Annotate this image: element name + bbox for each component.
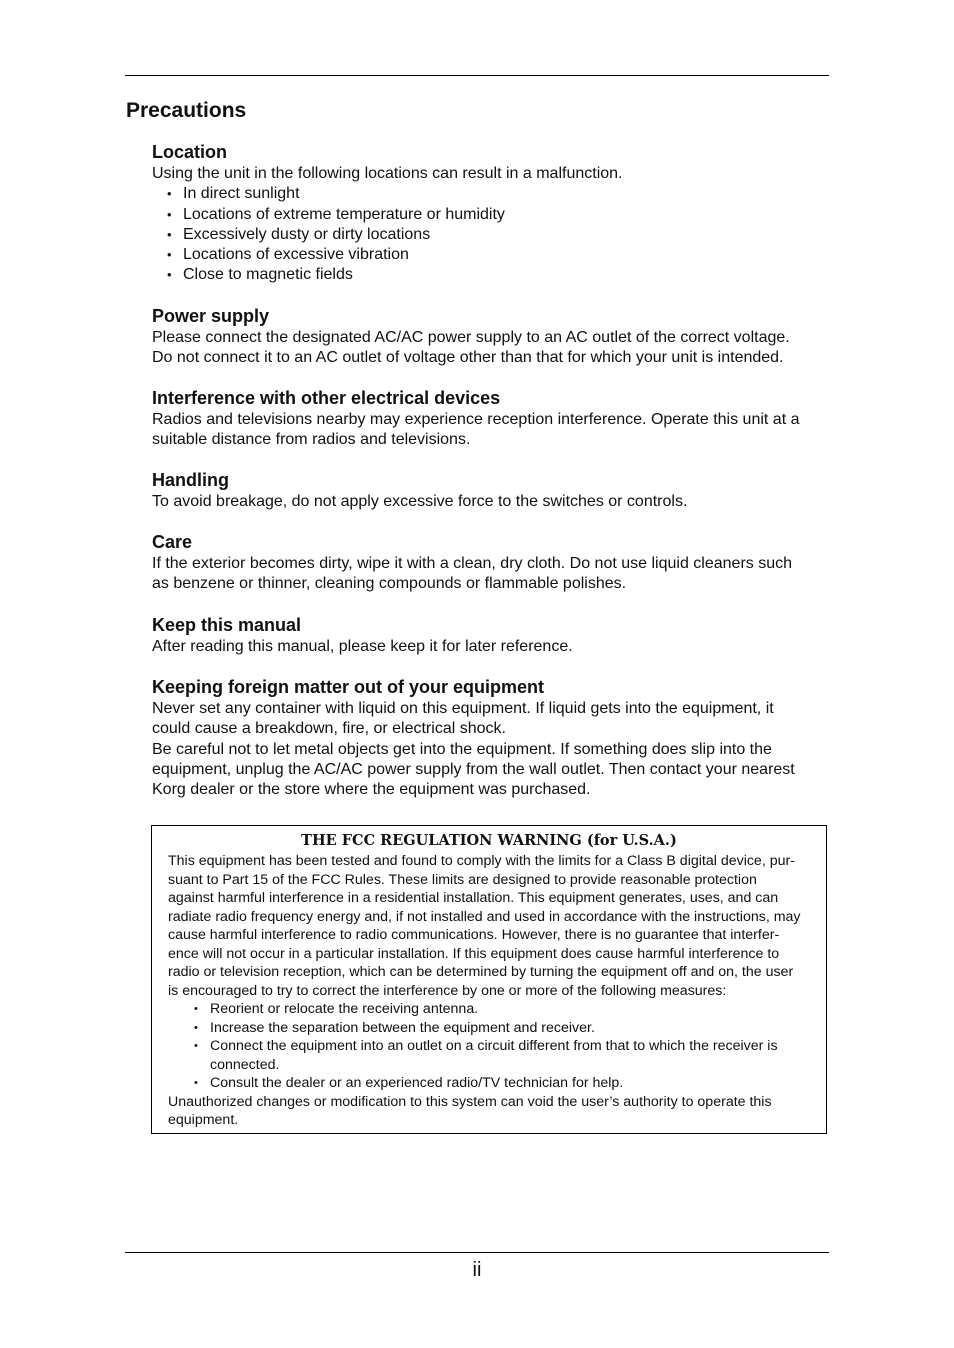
section-keep-manual — [152, 613, 832, 657]
section-heading: Care — [152, 532, 193, 552]
body-line: To avoid breakage, do not apply excessive force to the switches or controls. — [152, 493, 688, 510]
section-power-supply — [152, 304, 832, 369]
body-line: Do not connect it to an AC outlet of voltage other than that for which your unit is intended. — [152, 349, 784, 367]
fcc-body-line: radio or television reception, which can be determined by turning the equipment off and on, the user — [168, 964, 794, 980]
list-item: • In direct sunlight — [152, 184, 832, 204]
body-line: Radios and televisions nearby may experience reception interference. Operate this unit at a — [152, 411, 800, 428]
fcc-body-line: cause harmful interference to radio communications. However, there is no guarantee that interfer- — [168, 927, 780, 943]
list-item: • Close to magnetic fields — [152, 265, 832, 285]
fcc-body-line: is encouraged to try to correct the interference by one or more of the following measures: — [168, 982, 727, 999]
section-interference — [152, 386, 832, 451]
section-intro: Using the unit in the following locations can result in a malfunction. — [152, 165, 623, 182]
section-care — [152, 530, 832, 595]
body-line: Be careful not to let metal objects get into the equipment. If something does slip into the — [152, 740, 772, 758]
fcc-body-line: suant to Part 15 of the FCC Rules. These limits are designed to provide reasonable protection — [168, 871, 757, 888]
section-handling — [152, 468, 832, 512]
list-item: • Locations of excessive vibration — [152, 245, 832, 265]
section-heading: Power supply — [152, 306, 270, 326]
fcc-body-line: against harmful interference in a residential installation. This equipment generates, uses, and can — [168, 890, 779, 906]
body-line: Please connect the designated AC/AC power supply to an AC outlet of the correct voltage. — [152, 329, 790, 346]
section-heading: Location — [152, 142, 227, 162]
fcc-body-line: This equipment has been tested and found to comply with the limits for a Class B digital device, pur- — [168, 853, 795, 869]
list-item: • Reorient or relocate the receiving antenna. — [168, 1000, 822, 1019]
section-location — [152, 140, 832, 286]
fcc-body-line: equipment. — [168, 1112, 239, 1128]
fcc-body-line: radiate radio frequency energy and, if not installed and used in accordance with the instructions, may — [168, 908, 801, 925]
page-title: Precautions — [126, 99, 247, 122]
section-heading: Interference with other electrical devices — [152, 388, 501, 408]
body-line: Never set any container with liquid on this equipment. If liquid gets into the equipment, it — [152, 700, 774, 717]
list-item: • Excessively dusty or dirty locations — [152, 225, 832, 245]
body-line: suitable distance from radios and televisions. — [152, 431, 471, 449]
body-line: After reading this manual, please keep it for later reference. — [152, 638, 573, 655]
section-foreign-matter — [152, 675, 832, 800]
body-line: Korg dealer or the store where the equipment was purchased. — [152, 781, 591, 799]
footer-rule — [125, 1252, 829, 1253]
body-line: If the exterior becomes dirty, wipe it with a clean, dry cloth. Do not use liquid cleaners such — [152, 555, 793, 572]
list-item: • Consult the dealer or an experienced radio/TV technician for help. — [168, 1074, 822, 1093]
page-number: ii — [472, 1259, 482, 1281]
fcc-warning-body — [168, 852, 822, 1130]
list-item: • Locations of extreme temperature or humidity — [152, 205, 832, 225]
section-heading: Handling — [152, 470, 229, 490]
body-line: could cause a breakdown, fire, or electrical shock. — [152, 720, 506, 738]
body-line: equipment, unplug the AC/AC power supply from the wall outlet. Then contact your nearest — [152, 760, 795, 778]
header-rule — [125, 75, 829, 76]
list-item — [168, 1037, 822, 1074]
measure-line: Connect the equipment into an outlet on a circuit different from that to which the receiver is — [210, 1038, 778, 1054]
body-line: as benzene or thinner, cleaning compounds or flammable polishes. — [152, 575, 627, 593]
fcc-body-line: ence will not occur in a particular installation. If this equipment does cause harmful interference to — [168, 945, 780, 962]
measure-line: connected. — [210, 1056, 280, 1073]
fcc-warning-title: THE FCC REGULATION WARNING (for U.S.A.) — [301, 832, 677, 849]
fcc-measures-list — [168, 1000, 822, 1093]
fcc-body-line: Unauthorized changes or modification to this system can void the user’s authority to operate this — [168, 1093, 772, 1110]
location-list — [152, 184, 832, 285]
section-heading: Keeping foreign matter out of your equipment — [152, 677, 545, 697]
section-heading: Keep this manual — [152, 615, 302, 635]
fcc-warning-box — [151, 825, 827, 1134]
list-item: • Increase the separation between the equipment and receiver. — [168, 1019, 822, 1038]
